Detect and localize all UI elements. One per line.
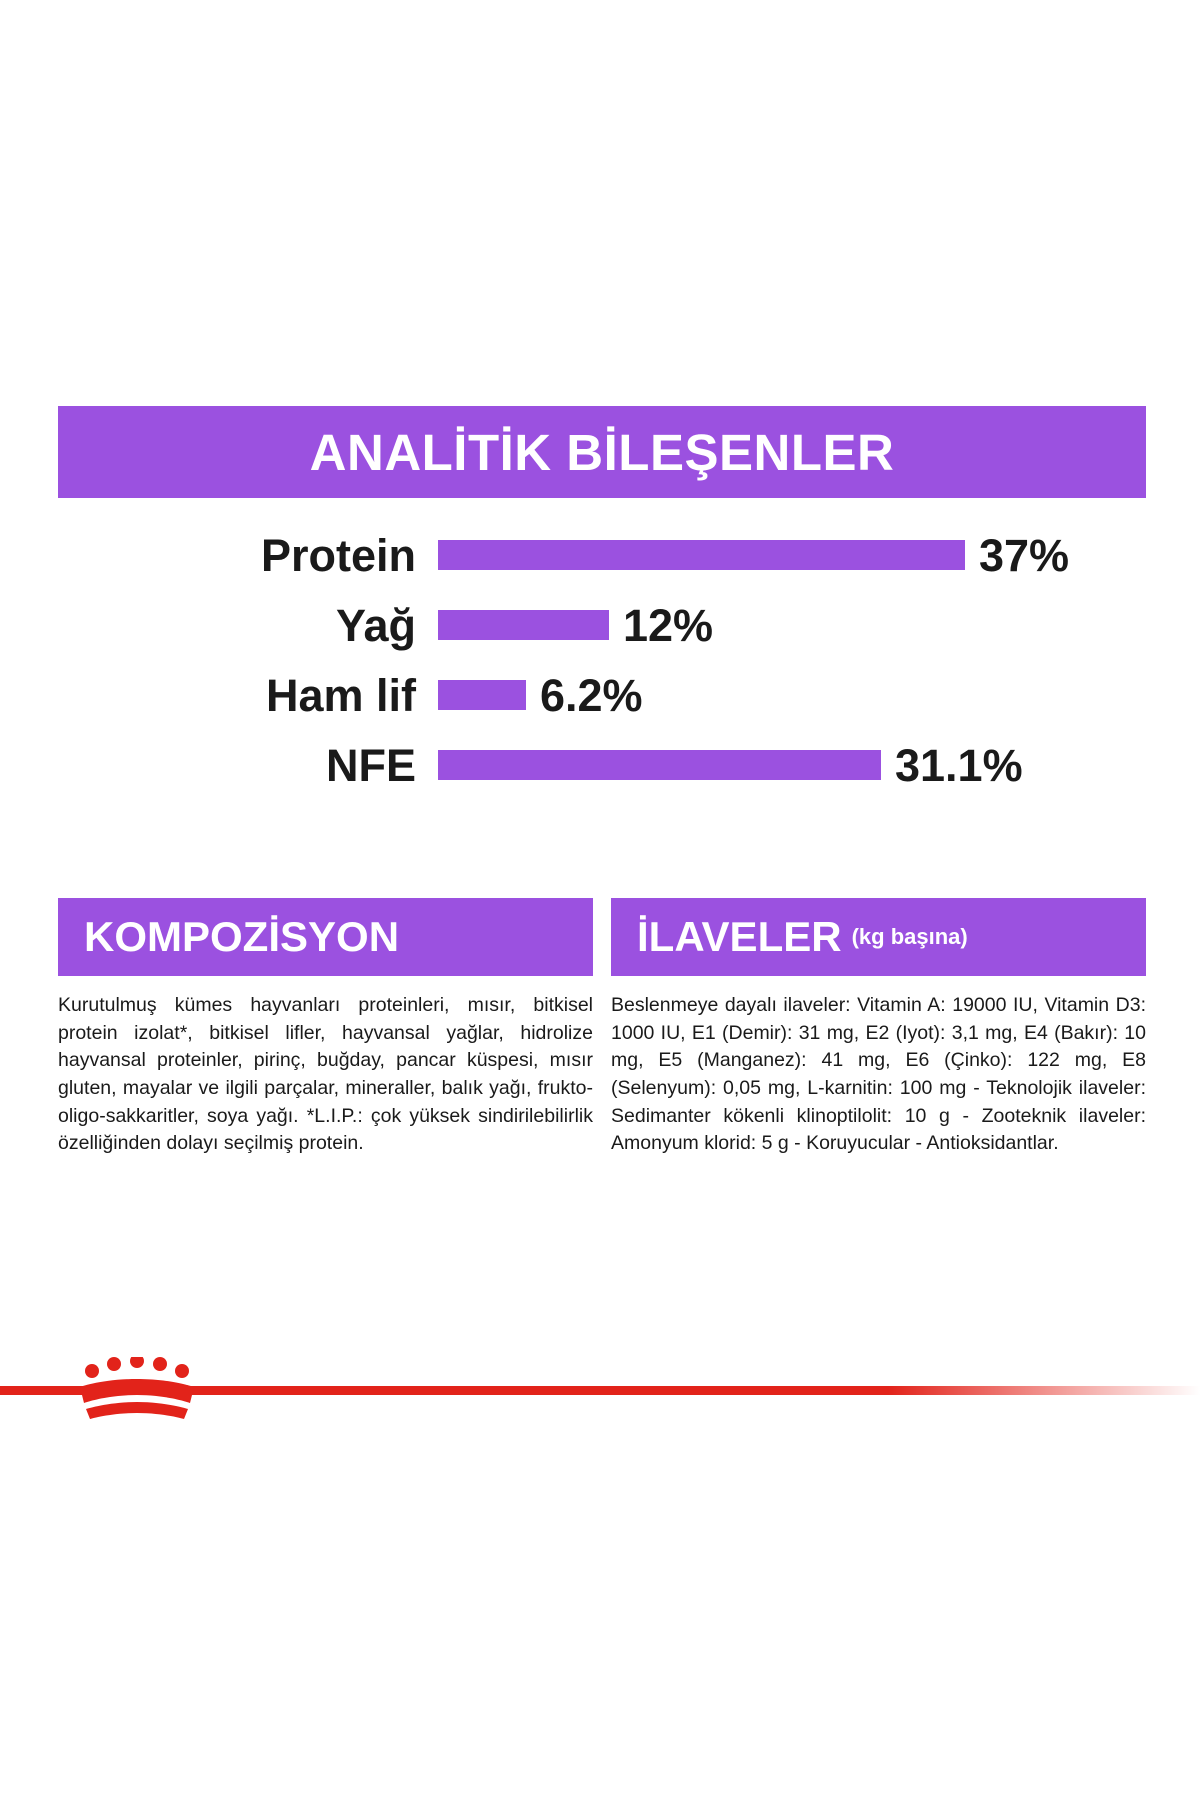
bar-fill-crude-fibre [438,680,526,710]
bar-label-fat: Yağ [335,599,416,651]
bar-label-crude-fibre: Ham lif [265,669,416,721]
bar-value-fat: 12% [623,599,714,651]
composition-panel [58,898,593,1158]
chart-row-crude-fibre [58,660,1146,730]
analytical-components-title: ANALİTİK BİLEŞENLER [309,423,895,481]
bar-label-protein: Protein [260,529,416,581]
bar-fill-nfe [438,750,881,780]
additives-title: İLAVELER [637,913,842,960]
bar-value-crude-fibre: 6.2% [540,669,643,721]
bar-track-protein [438,529,1146,581]
analytical-components-chart [58,520,1146,800]
bar-track-nfe [438,739,1146,791]
bar-fill-protein [438,540,965,570]
additives-subtitle: (kg başına) [851,924,968,949]
royal-canin-crown-logo-icon [72,1357,202,1429]
bar-track-crude-fibre [438,669,1146,721]
chart-row-nfe [58,730,1146,800]
chart-row-fat [58,590,1146,660]
composition-text: Kurutulmuş kümes hayvanları proteinleri, mısır, bitkisel protein izolat*, bitkisel lifler, hayvansal yağlar, hidrolize hayvansal proteinler, pirinç, buğday, pancar küspesi, mısır gluten, mayalar ve ilgili parçalar, mineraller, balık yağı, frukto-oligo-sakkaritler, soya yağı. *L.I.P.: çok yüksek sindirilebilirlik özelliğinden dolayı seçilmiş protein. [58,994,593,1155]
bar-track-fat [438,599,1146,651]
additives-panel [611,898,1146,1158]
bar-label-nfe: NFE [326,739,416,791]
composition-panel-header [58,898,593,976]
additives-text: Beslenmeye dayalı ilaveler: Vitamin A: 19000 IU, Vitamin D3: 1000 IU, E1 (Demir): 31 mg, E2 (Iyot): 3,1 mg, E4 (Bakır): 10 mg, E5 (Manganez): 41 mg, E6 (Çinko): 122 mg, E8 (Selenyum): 0,05 mg, L-karnitin: 100 mg - Teknolojik ilaveler: Sedimanter kökenli klinoptilolit: 10 g - Zooteknik ilaveler: Amonyum klorid: 5 g - Koruyucular - Antioksidantlar. [611,994,1146,1155]
bar-fill-fat [438,610,609,640]
composition-title: KOMPOZİSYON [84,913,400,960]
analytical-components-banner [58,406,1146,498]
chart-row-protein [58,520,1146,590]
additives-panel-header [611,898,1146,976]
bar-value-nfe: 31.1% [895,739,1023,791]
bar-value-protein: 37% [979,529,1070,581]
